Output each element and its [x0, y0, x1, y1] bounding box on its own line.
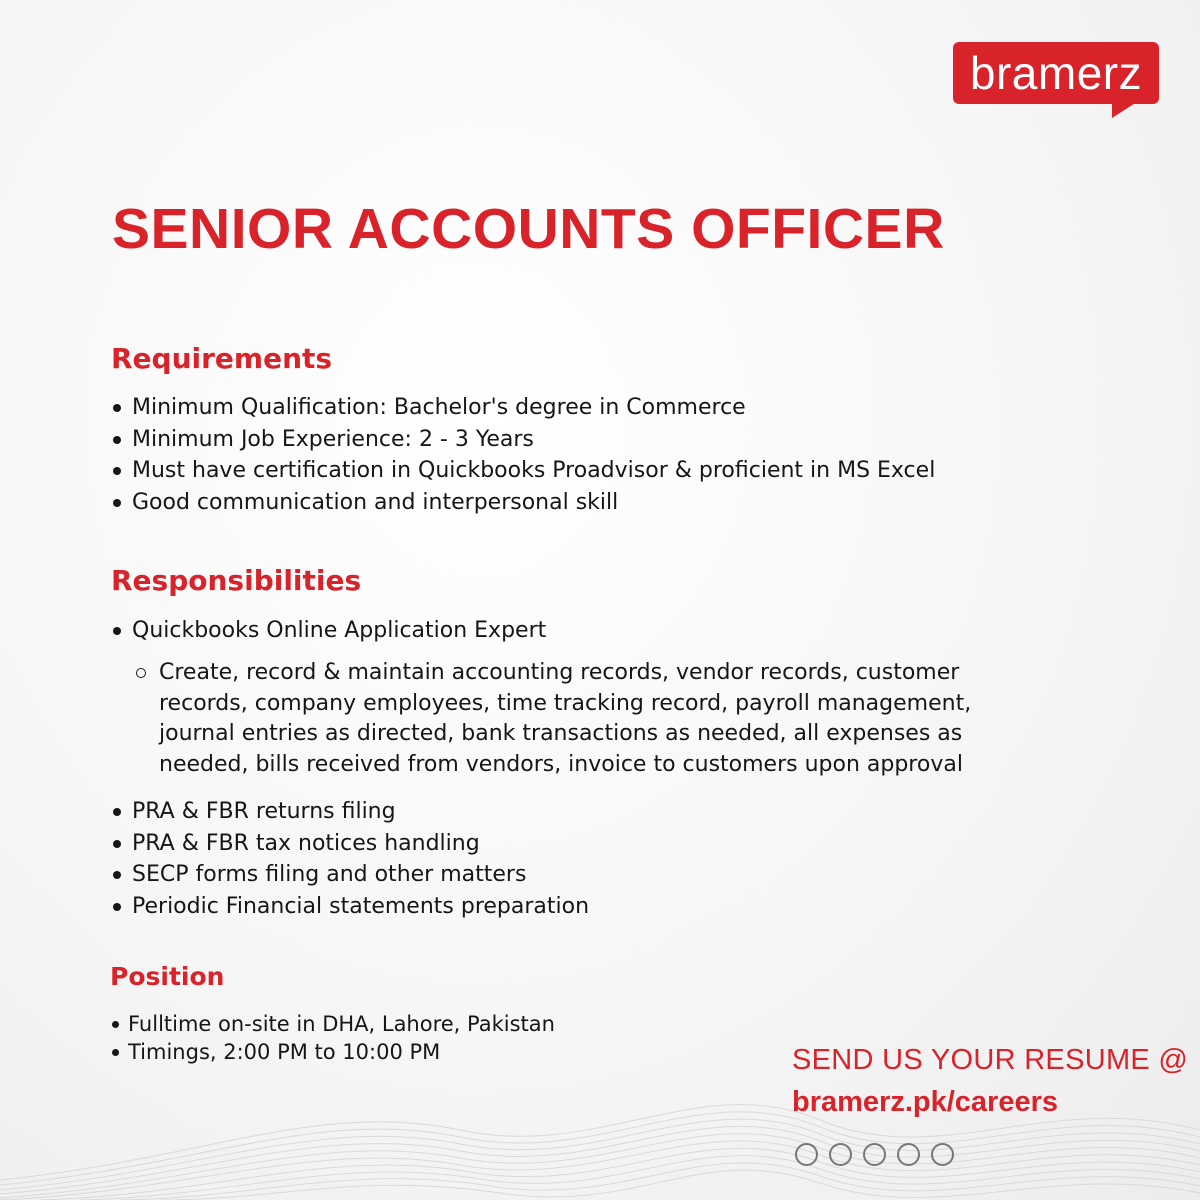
- pagination-dot[interactable]: [931, 1143, 954, 1166]
- list-item: PRA & FBR tax notices handling: [111, 828, 589, 860]
- list-item: Periodic Financial statements preparation: [111, 891, 589, 923]
- list-item: Fulltime on-site in DHA, Lahore, Pakistan: [112, 1010, 555, 1038]
- list-item: Minimum Qualification: Bachelor's degree in Commerce: [111, 392, 935, 424]
- responsibilities-heading: Responsibilities: [111, 564, 362, 597]
- pagination-dot[interactable]: [863, 1143, 886, 1166]
- list-item: Must have certification in Quickbooks Proadvisor & proficient in MS Excel: [111, 455, 935, 487]
- list-item: Minimum Job Experience: 2 - 3 Years: [111, 424, 935, 456]
- requirements-list: [111, 392, 935, 518]
- requirements-heading: Requirements: [111, 342, 333, 375]
- list-item: Good communication and interpersonal skill: [111, 487, 935, 519]
- responsibilities-primary-list: [111, 615, 546, 647]
- logo-text: bramerz: [969, 47, 1143, 99]
- list-item: Timings, 2:00 PM to 10:00 PM: [112, 1038, 555, 1066]
- logo-speech-tail: [1112, 100, 1140, 118]
- list-item: SECP forms filing and other matters: [111, 859, 589, 891]
- pagination-dot[interactable]: [795, 1143, 818, 1166]
- responsibilities-sub-list: [136, 658, 1019, 780]
- cta-send-resume: SEND US YOUR RESUME @: [792, 1044, 1189, 1076]
- list-item: Quickbooks Online Application Expert: [111, 615, 546, 647]
- sub-list-item: Create, record & maintain accounting records, vendor records, customer records, company employees, time tracking record, payroll management, journal entries as directed, bank transactions as needed, all expenses as needed, bills received from vendors, invoice to customers upon approval: [136, 658, 1019, 780]
- pagination-dot[interactable]: [897, 1143, 920, 1166]
- position-heading: Position: [110, 962, 225, 991]
- cta-careers-link[interactable]: bramerz.pk/careers: [792, 1086, 1058, 1118]
- position-list: [112, 1010, 555, 1066]
- responsibilities-list: [111, 796, 589, 922]
- list-item: PRA & FBR returns filing: [111, 796, 589, 828]
- pagination-dots: [795, 1143, 954, 1166]
- job-title: SENIOR ACCOUNTS OFFICER: [112, 197, 945, 261]
- pagination-dot[interactable]: [829, 1143, 852, 1166]
- bramerz-logo: [953, 42, 1159, 104]
